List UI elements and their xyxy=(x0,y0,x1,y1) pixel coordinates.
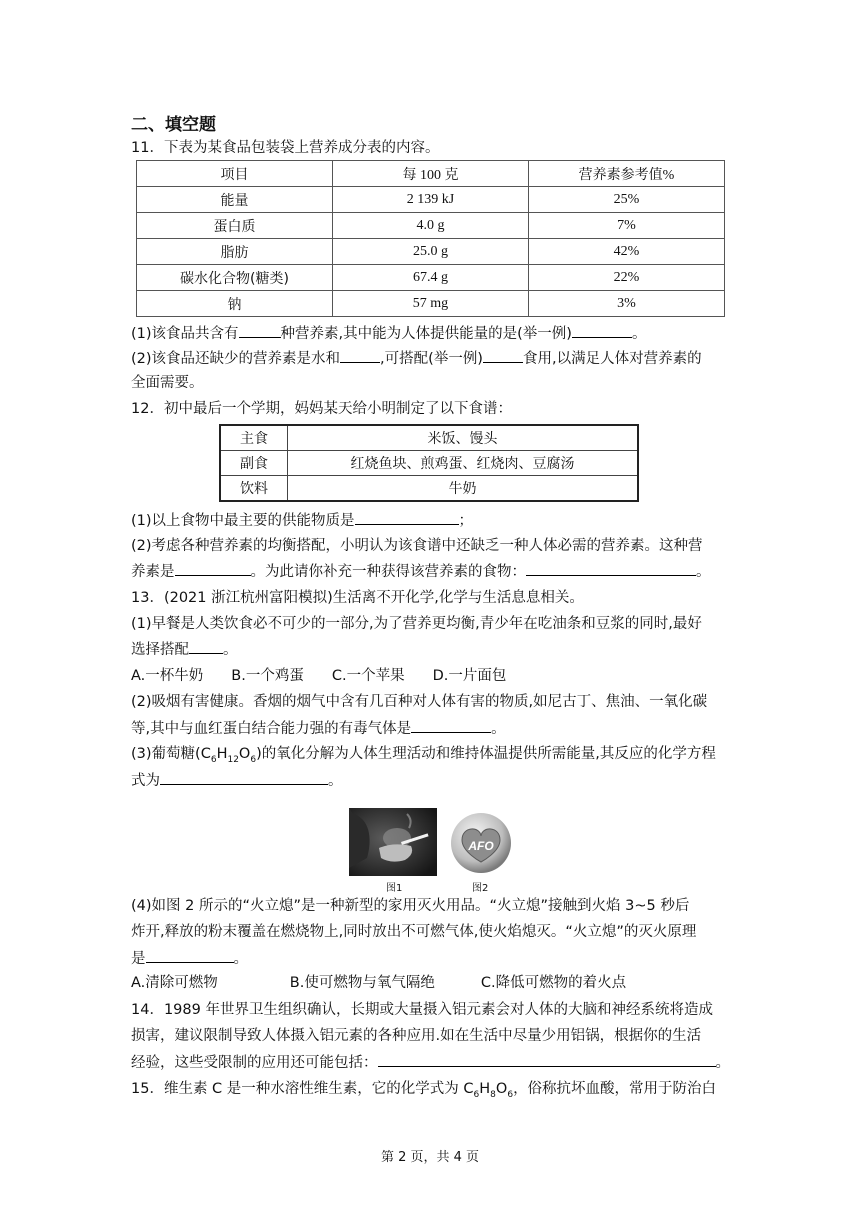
table-cell: 7% xyxy=(529,213,725,239)
table-header-cell: 营养素参考值% xyxy=(529,161,725,187)
option-a: A.一杯牛奶 xyxy=(131,668,204,684)
figure-1-label: 图1 xyxy=(386,883,403,894)
q14-line2: 损害，建议限制导致人体摄入铝元素的各种应用.如在生活中尽量少用铝锅，根据你的生活 xyxy=(131,1028,702,1044)
answer-blank[interactable] xyxy=(526,561,696,576)
option-a: A.清除可燃物 xyxy=(131,975,218,991)
q13-part3 xyxy=(131,744,731,770)
answer-blank[interactable] xyxy=(378,1052,716,1067)
table-cell: 副食 xyxy=(220,451,288,476)
table-header-row xyxy=(137,161,725,187)
text: ，俗称抗坏血酸，常用于防治白 xyxy=(513,1081,717,1097)
q13-part2-cont xyxy=(131,718,731,739)
nutrition-table xyxy=(136,160,725,317)
table-header-cell: 项目 xyxy=(137,161,333,187)
table-row xyxy=(137,265,725,291)
q14-line3 xyxy=(131,1052,731,1073)
text: 种营养素,其中能为人体提供能量的是(举一例) xyxy=(280,326,572,342)
q11-part1 xyxy=(131,323,731,344)
option-c: C.一个苹果 xyxy=(331,668,405,684)
text: O xyxy=(238,746,251,762)
answer-blank[interactable] xyxy=(175,561,251,576)
text: 是 xyxy=(131,951,146,967)
text: 。 xyxy=(223,642,238,658)
text: H xyxy=(216,746,228,762)
table-cell: 2 139 kJ xyxy=(333,187,529,213)
text: 15．维生素 C 是一种水溶性维生素，它的化学式为 C xyxy=(131,1081,474,1097)
table-cell: 钠 xyxy=(137,291,333,317)
text: 。 xyxy=(328,773,343,789)
q11-part2-cont: 全面需要。 xyxy=(131,375,204,391)
q11-part2 xyxy=(131,348,731,369)
text: 。 xyxy=(491,721,506,737)
q13-part4-cont2 xyxy=(131,948,731,969)
text: 养素是 xyxy=(131,564,175,580)
option-b: B.使可燃物与氧气隔绝 xyxy=(289,975,435,991)
table-row xyxy=(220,451,638,476)
table-row xyxy=(137,291,725,317)
q12-part2-cont xyxy=(131,561,731,582)
text: 。 xyxy=(696,564,711,580)
table-cell: 饮料 xyxy=(220,476,288,502)
table-header-cell: 每 100 克 xyxy=(333,161,529,187)
menu-table xyxy=(219,424,639,502)
answer-blank[interactable] xyxy=(239,323,281,338)
answer-blank[interactable] xyxy=(355,510,459,525)
q13-options-1 xyxy=(131,666,506,686)
q13-part4: (4)如图 2 所示的“火立熄”是一种新型的家用灭火用品。“火立熄”接触到火焰 3~5 秒后 xyxy=(131,898,690,914)
option-c: C.降低可燃物的着火点 xyxy=(480,975,627,991)
q15-line1 xyxy=(131,1079,731,1105)
table-cell: 3% xyxy=(529,291,725,317)
table-row xyxy=(137,187,725,213)
page-footer: 第 2 页，共 4 页 xyxy=(380,1150,480,1165)
q11-stem: 11．下表为某食品包装袋上营养成分表的内容。 xyxy=(131,140,440,156)
table-cell: 22% xyxy=(529,265,725,291)
figure-2-label: 图2 xyxy=(472,883,489,894)
table-cell: 能量 xyxy=(137,187,333,213)
q12-part1 xyxy=(131,510,731,531)
text: 等,其中与血红蛋白结合能力强的有毒气体是 xyxy=(131,721,412,737)
text: (1)以上食物中最主要的供能物质是 xyxy=(131,513,355,529)
answer-blank[interactable] xyxy=(483,348,523,363)
q13-part1: (1)早餐是人类饮食必不可少的一部分,为了营养更均衡,青少年在吃油条和豆浆的同时,最好 xyxy=(131,616,702,632)
text: ； xyxy=(458,513,474,529)
subscript: 6 xyxy=(507,1089,514,1100)
text: )的氧化分解为人体生理活动和维持体温提供所需能量,其反应的化学方程 xyxy=(256,746,716,762)
answer-blank[interactable] xyxy=(340,348,380,363)
text: 式为 xyxy=(131,773,160,789)
text: (1)该食品共含有 xyxy=(131,326,239,342)
afo-logo-text: AFO xyxy=(468,839,494,853)
text: (3)葡萄糖(C xyxy=(131,746,211,762)
text: 。为此请你补充一种获得该营养素的食物： xyxy=(250,564,526,580)
text: 。 xyxy=(631,326,647,342)
q13-stem: 13．(2021 浙江杭州富阳模拟)生活离不开化学,化学与生活息息相关。 xyxy=(131,590,584,606)
answer-blank[interactable] xyxy=(146,948,234,963)
q12-part2: (2)考虑各种营养素的均衡搭配，小明认为该食谱中还缺乏一种人体必需的营养素。这种营 xyxy=(131,538,703,554)
q13-options-4 xyxy=(131,973,626,993)
table-row xyxy=(220,425,638,451)
answer-blank[interactable] xyxy=(160,770,328,785)
answer-blank[interactable] xyxy=(411,718,491,733)
text: 经验，这些受限制的应用还可能包括： xyxy=(131,1055,378,1071)
q12-stem: 12．初中最后一个学期，妈妈某天给小明制定了以下食谱： xyxy=(131,401,512,417)
q13-part3-cont xyxy=(131,770,731,791)
table-cell: 牛奶 xyxy=(288,476,639,502)
table-cell: 碳水化合物(糖类) xyxy=(137,265,333,291)
subscript: 8 xyxy=(490,1089,496,1100)
table-cell: 57 mg xyxy=(333,291,529,317)
q13-part2: (2)吸烟有害健康。香烟的烟气中含有几百种对人体有害的物质,如尼古丁、焦油、一氧化碳 xyxy=(131,694,708,710)
table-cell: 42% xyxy=(529,239,725,265)
subscript: 12 xyxy=(227,754,239,765)
option-b: B.一个鸡蛋 xyxy=(231,668,304,684)
section-title: 二、填空题 xyxy=(131,115,216,135)
q13-part1-cont xyxy=(131,639,731,660)
text: H xyxy=(479,1081,491,1097)
table-row xyxy=(137,239,725,265)
subscript: 6 xyxy=(210,754,217,765)
table-row xyxy=(137,213,725,239)
text: ,可搭配(举一例) xyxy=(380,351,483,367)
text: 。 xyxy=(715,1055,730,1071)
subscript: 6 xyxy=(473,1089,480,1100)
table-cell: 蛋白质 xyxy=(137,213,333,239)
q13-part4-cont: 炸开,释放的粉末覆盖在燃烧物上,同时放出不可燃气体,使火焰熄灭。“火立熄”的灭火原理 xyxy=(131,924,697,940)
table-cell: 4.0 g xyxy=(333,213,529,239)
table-cell: 25% xyxy=(529,187,725,213)
table-cell: 米饭、馒头 xyxy=(288,425,639,451)
table-cell: 主食 xyxy=(220,425,288,451)
table-cell: 红烧鱼块、煎鸡蛋、红烧肉、豆腐汤 xyxy=(288,451,639,476)
figure-1-smoking-photo xyxy=(349,808,437,876)
text: 选择搭配 xyxy=(131,642,189,658)
text: O xyxy=(495,1081,508,1097)
table-cell: 67.4 g xyxy=(333,265,529,291)
answer-blank[interactable] xyxy=(189,639,223,654)
figure-2-fire-extinguisher-ball xyxy=(450,812,512,874)
text: 。 xyxy=(233,951,248,967)
table-cell: 25.0 g xyxy=(333,239,529,265)
answer-blank[interactable] xyxy=(572,323,632,338)
option-d: D.一片面包 xyxy=(432,668,507,684)
table-cell: 脂肪 xyxy=(137,239,333,265)
subscript: 6 xyxy=(250,754,257,765)
text: (2)该食品还缺少的营养素是水和 xyxy=(131,351,341,367)
q14-line1: 14．1989 年世界卫生组织确认，长期或大量摄入铝元素会对人体的大脑和神经系统将造成 xyxy=(131,1002,713,1018)
table-row xyxy=(220,476,638,502)
text: 食用,以满足人体对营养素的 xyxy=(522,351,702,367)
